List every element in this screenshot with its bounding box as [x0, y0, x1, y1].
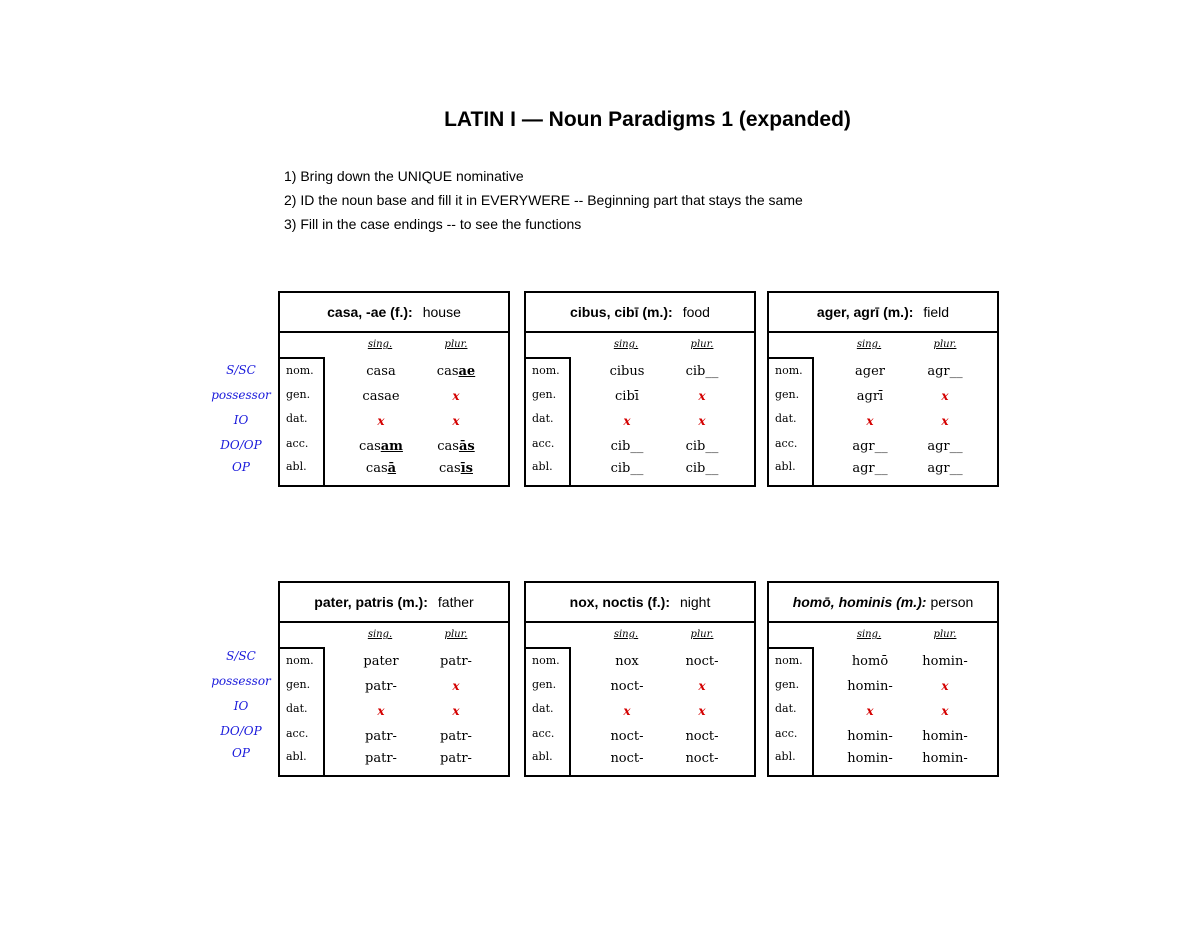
case-label: acc.: [532, 727, 555, 740]
table-header: [769, 293, 997, 333]
column-header-singular: sing.: [856, 339, 882, 350]
case-label-column: [769, 647, 814, 775]
not-applicable-mark: x: [452, 389, 460, 403]
case-label: acc.: [286, 437, 309, 450]
form-cell: casam: [359, 439, 403, 454]
case-label-column: [280, 357, 325, 485]
column-header-singular: sing.: [613, 339, 639, 350]
column-header-plural: plur.: [444, 629, 468, 640]
not-applicable-mark: x: [377, 704, 385, 718]
case-label: nom.: [532, 364, 560, 377]
gloss: father: [437, 594, 474, 610]
instruction-line: 3) Fill in the case endings -- to see the functions: [284, 216, 582, 232]
case-label: nom.: [532, 654, 560, 667]
table-header: [280, 293, 508, 333]
function-label: IO: [233, 413, 249, 427]
case-label: nom.: [286, 654, 314, 667]
case-label: dat.: [532, 702, 554, 715]
form-cell: cib__: [610, 439, 644, 454]
form-cell: casās: [437, 439, 475, 454]
case-label-column: [526, 357, 571, 485]
paradigm-table: [524, 581, 756, 777]
form-cell: cib__: [685, 364, 719, 379]
form-cell: patr-: [365, 679, 397, 694]
not-applicable-mark: x: [377, 414, 385, 428]
column-header-plural: plur.: [690, 629, 714, 640]
column-header-plural: plur.: [933, 339, 957, 350]
form-cell: agr__: [852, 439, 888, 454]
headword: homō, hominis (m.):: [792, 594, 927, 610]
form-cell: noct-: [610, 729, 644, 744]
not-applicable-mark: x: [698, 414, 706, 428]
column-header-singular: sing.: [367, 629, 393, 640]
instructions: [284, 164, 803, 236]
form-cell: patr-: [440, 729, 472, 744]
form-cell: casae: [362, 389, 400, 404]
not-applicable-mark: x: [623, 414, 631, 428]
form-cell: homin-: [847, 751, 893, 766]
form-cell: casae: [436, 364, 476, 379]
form-cell: noct-: [685, 751, 719, 766]
form-cell: cib__: [685, 439, 719, 454]
not-applicable-mark: x: [866, 704, 874, 718]
form-cell: patr-: [365, 729, 397, 744]
case-label: gen.: [286, 388, 311, 401]
column-header-plural: plur.: [444, 339, 468, 350]
form-cell: homin-: [847, 729, 893, 744]
function-label: IO: [233, 699, 249, 713]
form-cell: homō: [851, 654, 889, 669]
gloss: field: [923, 304, 950, 320]
case-label: acc.: [532, 437, 555, 450]
case-label: abl.: [775, 750, 796, 763]
column-header-plural: plur.: [690, 339, 714, 350]
paradigm-table: [524, 291, 756, 487]
case-label: abl.: [532, 460, 553, 473]
case-label: dat.: [286, 702, 308, 715]
case-label: abl.: [775, 460, 796, 473]
headword: pater, patris (m.):: [314, 594, 428, 610]
not-applicable-mark: x: [941, 389, 949, 403]
case-label: gen.: [532, 678, 557, 691]
form-cell: noct-: [610, 679, 644, 694]
form-cell: agr__: [927, 364, 963, 379]
instruction-line: 2) ID the noun base and fill it in EVERYWERE -- Beginning part that stays the same: [284, 192, 803, 208]
not-applicable-mark: x: [941, 704, 949, 718]
function-label: S/SC: [226, 363, 256, 377]
headword: casa, -ae (f.):: [327, 304, 413, 320]
paradigm-table: [767, 291, 999, 487]
case-label: gen.: [775, 388, 800, 401]
table-header: [280, 583, 508, 623]
not-applicable-mark: x: [452, 414, 460, 428]
form-cell: cib__: [685, 461, 719, 476]
function-label: possessor: [211, 674, 271, 688]
case-label: dat.: [775, 412, 797, 425]
form-cell: nox: [615, 654, 639, 669]
function-label: OP: [232, 746, 250, 760]
case-label: abl.: [532, 750, 553, 763]
column-header-singular: sing.: [856, 629, 882, 640]
not-applicable-mark: x: [452, 704, 460, 718]
case-label: acc.: [286, 727, 309, 740]
form-cell: homin-: [922, 654, 968, 669]
table-header: [526, 583, 754, 623]
not-applicable-mark: x: [698, 704, 706, 718]
form-cell: homin-: [922, 751, 968, 766]
form-cell: pater: [363, 654, 399, 669]
case-ending: ae: [458, 364, 476, 379]
headword: ager, agrī (m.):: [816, 304, 914, 320]
case-label: nom.: [775, 654, 803, 667]
gloss: house: [422, 304, 461, 320]
paradigm-table: [278, 581, 510, 777]
form-cell: casā: [365, 461, 397, 476]
case-ending: īs: [460, 461, 473, 476]
not-applicable-mark: x: [452, 679, 460, 693]
case-label: nom.: [775, 364, 803, 377]
not-applicable-mark: x: [941, 679, 949, 693]
form-cell: casīs: [439, 461, 473, 476]
paradigm-table: [278, 291, 510, 487]
function-label: OP: [232, 460, 250, 474]
case-label: gen.: [775, 678, 800, 691]
function-label: possessor: [211, 388, 271, 402]
column-header-singular: sing.: [367, 339, 393, 350]
form-cell: cib__: [610, 461, 644, 476]
not-applicable-mark: x: [866, 414, 874, 428]
not-applicable-mark: x: [698, 679, 706, 693]
headword: nox, noctis (f.):: [569, 594, 670, 610]
table-header: [526, 293, 754, 333]
not-applicable-mark: x: [623, 704, 631, 718]
case-label: dat.: [532, 412, 554, 425]
form-cell: casa: [366, 364, 396, 379]
form-cell: agr__: [927, 461, 963, 476]
function-label: DO/OP: [220, 724, 262, 738]
form-cell: cibī: [615, 389, 639, 404]
case-label: gen.: [532, 388, 557, 401]
case-label-column: [526, 647, 571, 775]
form-cell: noct-: [610, 751, 644, 766]
case-ending: am: [380, 439, 403, 454]
gloss: person: [930, 594, 974, 610]
case-label: abl.: [286, 750, 307, 763]
form-cell: noct-: [685, 654, 719, 669]
function-label: DO/OP: [220, 438, 262, 452]
case-ending: ā: [387, 461, 397, 476]
case-label: abl.: [286, 460, 307, 473]
form-cell: patr-: [365, 751, 397, 766]
case-label: dat.: [286, 412, 308, 425]
form-cell: patr-: [440, 751, 472, 766]
instruction-line: 1) Bring down the UNIQUE nominative: [284, 168, 524, 184]
form-cell: cibus: [609, 364, 645, 379]
case-label-column: [769, 357, 814, 485]
case-label: dat.: [775, 702, 797, 715]
not-applicable-mark: x: [698, 389, 706, 403]
form-cell: noct-: [685, 729, 719, 744]
form-cell: ager: [855, 364, 885, 379]
column-header-singular: sing.: [613, 629, 639, 640]
form-cell: agrī: [856, 389, 884, 404]
function-label: S/SC: [226, 649, 256, 663]
form-cell: homin-: [922, 729, 968, 744]
page-title: LATIN I — Noun Paradigms 1 (expanded): [444, 108, 851, 131]
form-cell: agr__: [927, 439, 963, 454]
table-header: [769, 583, 997, 623]
case-label: nom.: [286, 364, 314, 377]
gloss: night: [679, 594, 711, 610]
column-header-plural: plur.: [933, 629, 957, 640]
case-ending: ās: [458, 439, 475, 454]
case-label-column: [280, 647, 325, 775]
not-applicable-mark: x: [941, 414, 949, 428]
case-label: gen.: [286, 678, 311, 691]
case-label: acc.: [775, 727, 798, 740]
paradigm-table: [767, 581, 999, 777]
headword: cibus, cibī (m.):: [570, 304, 673, 320]
case-label: acc.: [775, 437, 798, 450]
form-cell: agr__: [852, 461, 888, 476]
gloss: food: [682, 304, 710, 320]
form-cell: patr-: [440, 654, 472, 669]
form-cell: homin-: [847, 679, 893, 694]
